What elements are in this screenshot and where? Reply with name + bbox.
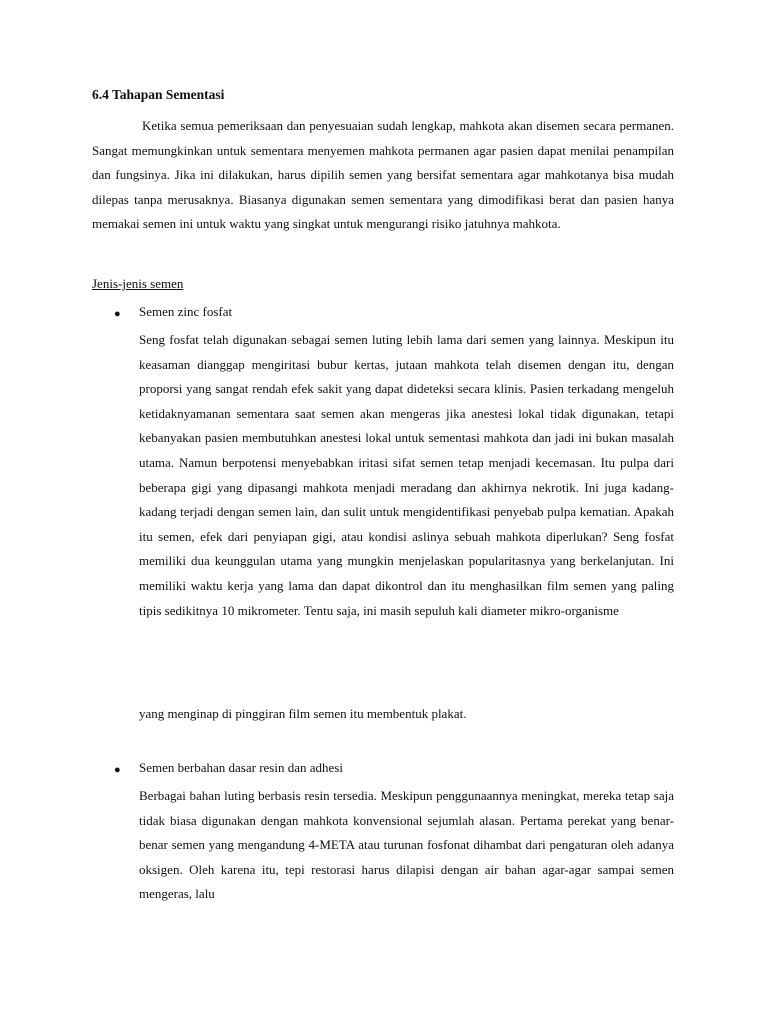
intro-paragraph <box>92 114 674 237</box>
bullet-icon: ● <box>114 308 121 320</box>
bullet-icon: ● <box>114 764 121 776</box>
section-heading: 6.4 Tahapan Sementasi <box>92 87 225 102</box>
intro-paragraph-text: Ketika semua pemeriksaan dan penyesuaian sudah lengkap, mahkota akan disemen secara permanen. Sangat memungkinkan untuk sementara menyemen mahkota permanen agar pasien dapat menilai penampilan dan fungsinya. Jika ini dilakukan, harus dipilih semen yang bersifat sementara agar mahkotanya bisa mudah dilepas tanpa merusaknya. Biasanya digunakan semen sementara yang dimodifikasi berat dan pasien hanya memakai semen ini untuk waktu yang singkat untuk mengurangi risiko jatuhnya mahkota. <box>92 118 674 232</box>
subheading-cement-types: Jenis-jenis semen <box>92 276 184 291</box>
list-item-title: Semen zinc fosfat <box>139 304 233 319</box>
list-item-body: Seng fosfat telah digunakan sebagai semen luting lebih lama dari semen yang lainnya. Meskipun itu keasaman dianggap mengiritasi bubur kertas, jutaan mahkota telah disemen dengan itu, dengan proporsi yang sangat rendah efek sakit yang dapat dideteksi secara klinis. Pasien terkadang mengeluh ketidaknyamanan sementara saat semen akan mengeras jika anestesi lokal tidak digunakan, tetapi kebanyakan pasien membutuhkan anestesi lokal untuk sementasi mahkota dan jadi ini bukan masalah utama. Namun berpotensi menyebabkan iritasi sifat semen tetap menjadi kecemasan. Itu pulpa dari beberapa gigi yang dipasangi mahkota menjadi meradang dan akhirnya nekrotik. Ini juga kadang-kadang terjadi dengan semen lain, dan sulit untuk mengidentifikasi penyebab pulpa kematian. Apakah itu semen, efek dari penyiapan gigi, atau kondisi aslinya sebuah mahkota diperlukan? Seng fosfat memiliki dua keunggulan utama yang mungkin menjelaskan popularitasnya yang berkelanjutan. Ini memiliki waktu kerja yang lama dan dapat dikontrol dan itu menghasilkan film semen yang paling tipis sedikitnya 10 mikrometer. Tentu saja, ini masih sepuluh kali diameter mikro-organisme <box>139 332 674 618</box>
list-item-extra-line: yang menginap di pinggiran film semen itu membentuk plakat. <box>139 706 467 721</box>
list-item-body: Berbagai bahan luting berbasis resin tersedia. Meskipun penggunaannya meningkat, mereka tetap saja tidak biasa digunakan dengan mahkota konvensional sejumlah alasan. Pertama perekat yang benar-benar semen yang mengandung 4-META atau turunan fosfonat dihambat dari pengaturan oleh adanya oksigen. Oleh karena itu, tepi restorasi harus dilapisi dengan air bahan agar-agar sampai semen mengeras, lalu <box>139 788 674 902</box>
list-item-title: Semen berbahan dasar resin dan adhesi <box>139 760 343 775</box>
